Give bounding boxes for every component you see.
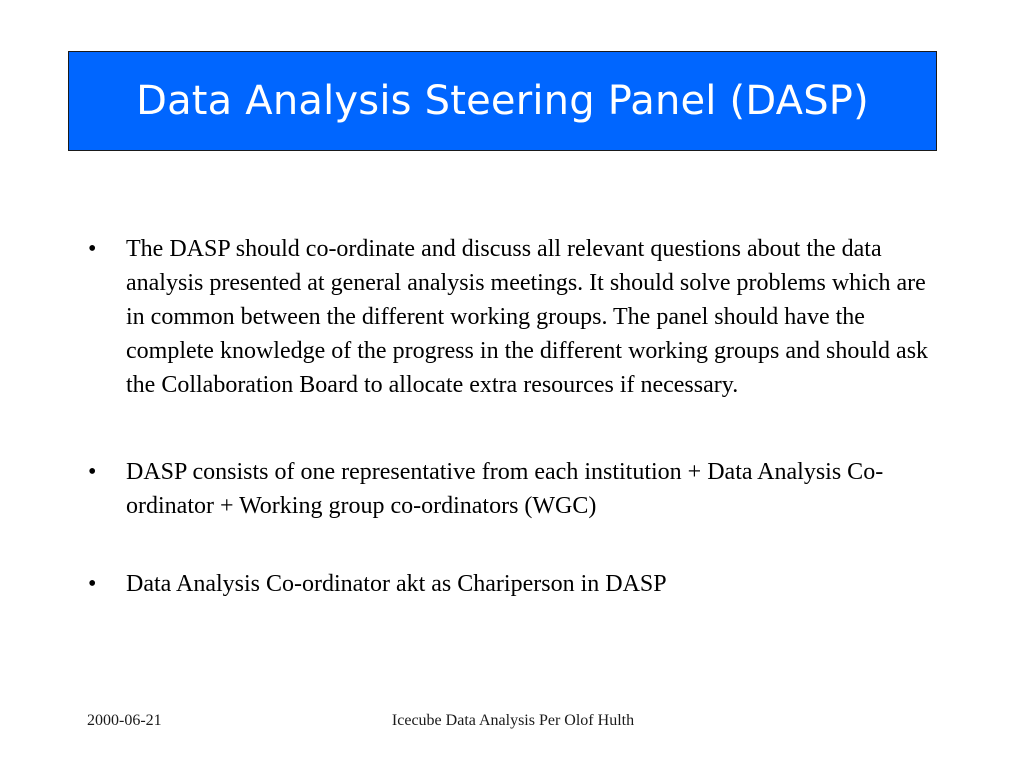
bullet-item: [84, 567, 944, 601]
bullet-icon: •: [88, 459, 97, 485]
bullet-text: The DASP should co-ordinate and discuss all relevant questions about the data analysis presented at general analysis meetings. It should solve problems which are in common between the different working groups. The panel should have the complete knowledge of the progress in the different working groups and should ask the Collaboration Board to allocate extra resources if necessary.: [126, 236, 929, 398]
bullet-item: [84, 455, 944, 523]
title-banner: [68, 51, 937, 151]
bullet-icon: •: [88, 236, 97, 262]
bullet-item: [84, 232, 944, 402]
bullet-icon: •: [88, 571, 97, 597]
bullet-text: DASP consists of one representative from each institution + Data Analysis Co-ordinator + Working group co-ordinators (WGC): [126, 459, 884, 519]
bullet-text: Data Analysis Co-ordinator akt as Chariperson in DASP: [126, 571, 667, 597]
bullet-list: [84, 232, 944, 601]
slide-title: Data Analysis Steering Panel (DASP): [136, 78, 869, 124]
footer-presentation-info: Icecube Data Analysis Per Olof Hulth: [391, 712, 635, 729]
footer-date: 2000-06-21: [87, 712, 162, 729]
